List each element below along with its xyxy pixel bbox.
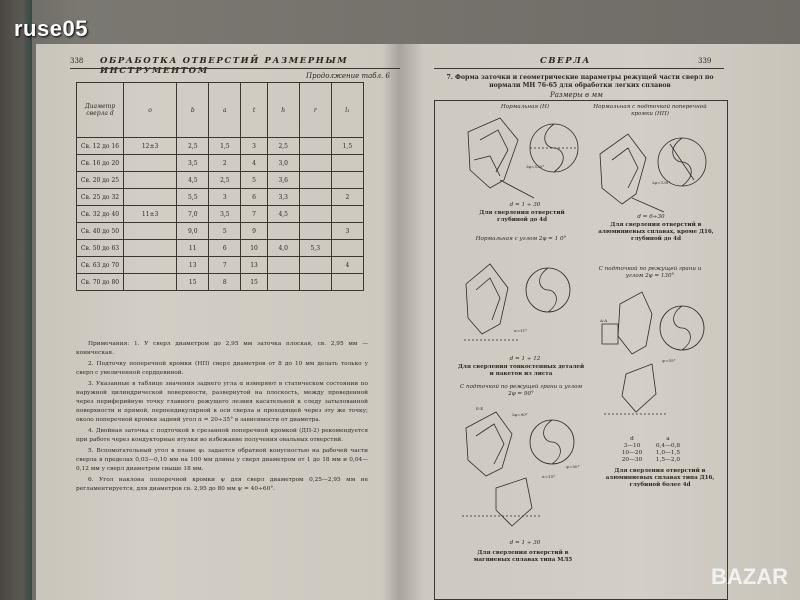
col-header-h: h (267, 83, 299, 138)
drill-d16-figure (596, 284, 720, 434)
table-cell: 10 (241, 240, 267, 257)
table-cell: 3 (241, 138, 267, 155)
table-row (77, 274, 364, 291)
angle-2phi-120: 2φ=120° (526, 164, 545, 169)
fig2-range: d = 6÷30 (637, 214, 665, 220)
table-cell: 11±3 (124, 206, 177, 223)
col-header-a: a (209, 83, 241, 138)
table-row (77, 257, 364, 274)
table-cell (299, 223, 331, 240)
table-header-row (77, 83, 364, 138)
note-1: Примечания: 1. У сверл диаметром до 2,95 мм заточка плоская, св. 2,95 мм — коническая. (76, 341, 368, 356)
watermark-bazar: BAZAR (711, 564, 788, 589)
table-title: 7. Форма заточки и геометрические параметры режущей части сверл по нормали МН 76-65 для обработки легких сплавов (446, 74, 714, 89)
table-cell (299, 189, 331, 206)
table-cell: 3,5 (177, 155, 209, 172)
fig3-label: Нормальная с углом 2φ = 1 0° (475, 236, 567, 242)
fig1-range: d = 1 ÷ 30 (509, 202, 541, 208)
d-a-row: 20—30 1,5—2,0 (621, 457, 681, 463)
table-cell: 9 (241, 223, 267, 240)
table-cell (299, 138, 331, 155)
fig4-caption: Для сверления отверстий в алюминиевых сплавах типа Д16, глубиной более 4d (605, 468, 715, 488)
fig5-range: d = 1 ÷ 30 (509, 540, 541, 546)
table-cell (331, 172, 363, 189)
table-cell: Св. 50 до 63 (77, 240, 124, 257)
note-3: 3. Указанные в таблице значения заднего угла α измеряют в статическом состоянии по наружной цилиндрической поверхности, развернутой на плоскость, между проведенной через периферийную точку главного режущего лезвия касательной к следу затылованной поверхности и прямой, перпендикулярной к оси сверла и проходящей через эту же точку; около поперечной кромки задний угол α = 20÷35° в зависимости от диаметра. (76, 381, 368, 423)
table-cell: Св. 12 до 16 (77, 138, 124, 155)
table-cell: Св. 32 до 40 (77, 206, 124, 223)
note-6: 6. Угол наклона поперечной кромки ψ для сверл диаметром 0,25—2,95 мм не регламентируется, для диаметров св. 2,95 до 80 мм ψ = 40÷60°. (76, 477, 368, 492)
table-cell: 6 (241, 189, 267, 206)
fig3-range: d = 1 ÷ 12 (509, 356, 541, 362)
table-cell: 4,5 (267, 206, 299, 223)
col-header-r: r (299, 83, 331, 138)
table-row (77, 189, 364, 206)
table-cell: 9,0 (177, 223, 209, 240)
table-cell (299, 172, 331, 189)
drill-normal-figure (460, 110, 590, 200)
d-a-row: 3—10 0,4—0,8 (623, 443, 681, 449)
table-cell (124, 274, 177, 291)
table-cell (124, 189, 177, 206)
table-cell (124, 155, 177, 172)
table-cell: 11 (177, 240, 209, 257)
table-row (77, 206, 364, 223)
table-cell: 5,3 (299, 240, 331, 257)
left-page (36, 44, 400, 600)
right-page-header: СВЕРЛА (540, 56, 591, 66)
table-row (77, 240, 364, 257)
table-cell (331, 240, 363, 257)
table-cell (124, 172, 177, 189)
table-cell (331, 155, 363, 172)
table-cell: Св. 25 до 32 (77, 189, 124, 206)
note-5: 5. Вспомогательный угол в плане φ₁ задается обратной конусностью на рабочей части сверла в пределах 0,03—0,10 мм на 100 мм длины у сверл диаметром от 1 до 18 мм и 0,04—0,12 мм у сверл диаметром свыше 18 мм. (76, 448, 368, 472)
table-cell: 7 (241, 206, 267, 223)
table-cell: 2,5 (267, 138, 299, 155)
drill-np-figure (594, 124, 719, 214)
angle-2phi-130: 2φ=130° (652, 180, 671, 185)
table-cell (124, 240, 177, 257)
d-a-table (614, 436, 686, 464)
note-2: 2. Подточку поперечной кромки (НП) сверл диаметров от 8 до 10 мм делать только у сверл с увеличенной сердцевиной. (76, 361, 368, 376)
note-4: 4. Двойная заточка с подточкой в срезанной поперечной кромкой (ДП-2) рекомендуется при работе через кондукторные втулки во избежание получения овальных отверстий. (76, 428, 368, 443)
d-a-row: 10—20 1,0—1,5 (621, 450, 681, 456)
table-cell: 3,5 (209, 206, 241, 223)
table-notes (76, 340, 368, 496)
table-cell (299, 274, 331, 291)
angle-psi-50: ψ=50° (566, 464, 580, 469)
fig1-label: Нормальная (Н) (500, 104, 550, 110)
table-cell (267, 257, 299, 274)
col-header-l1: l₁ (331, 83, 363, 138)
left-page-number: 338 (70, 57, 84, 65)
book-cover-edge (0, 0, 32, 600)
fig3-caption: Для сверления тонкостенных деталей и пакетов из листа (457, 364, 585, 377)
drill-180-figure (460, 244, 590, 354)
table-cell (331, 206, 363, 223)
table-cell: 3,3 (267, 189, 299, 206)
table-cell: 4,5 (177, 172, 209, 189)
left-page-header: ОБРАБОТКА ОТВЕРСТИЙ РАЗМЕРНЫМ ИНСТРУМЕНТОМ (100, 56, 349, 76)
table-row (77, 155, 364, 172)
col-header-t: t (241, 83, 267, 138)
col-header-diameter: Диаметр сверла d (77, 83, 124, 138)
table-cell: 2,5 (177, 138, 209, 155)
angle-psi-55: ψ=55° (662, 358, 676, 363)
table-cell: Св. 20 до 25 (77, 172, 124, 189)
table-cell (299, 257, 331, 274)
table-cell: 4 (331, 257, 363, 274)
fig5-caption: Для сверления отверстий в магниевых сплавах типа МЛ5 (473, 550, 573, 563)
table-cell: 13 (241, 257, 267, 274)
parameters-table (76, 82, 364, 291)
table-cell (331, 274, 363, 291)
table-cell: 3,6 (267, 172, 299, 189)
table-cell: Св. 16 до 20 (77, 155, 124, 172)
table-cell: Св. 63 до 70 (77, 257, 124, 274)
table-cell: 6 (209, 240, 241, 257)
header-rule-right (434, 68, 724, 69)
angle-alpha-11: α=11° (514, 328, 528, 333)
fig5-label: С подточкой по режущей грани и углом 2φ = 90° (459, 384, 583, 397)
angle-2phi-90: 2φ=90° (512, 412, 528, 417)
fig4-label: С подточкой по режущей грани и углом 2φ = 130° (598, 266, 702, 279)
table-cell: 4,0 (267, 240, 299, 257)
drill-magnesium-figure (456, 404, 596, 534)
fig2-caption: Для сверления отверстий в алюминиевых сплавах, кроме Д16, глубиной до 4d (598, 222, 714, 242)
table-row (77, 223, 364, 240)
table-cell: 2 (331, 189, 363, 206)
table-cell: 2,5 (209, 172, 241, 189)
table-cell: 3 (209, 189, 241, 206)
header-rule (70, 68, 400, 69)
right-page-number: 339 (698, 57, 712, 65)
table-cell: 8 (209, 274, 241, 291)
table-cell: 15 (241, 274, 267, 291)
fig1-caption: Для сверления отверстий глубиной до 4d (479, 210, 565, 223)
table-cell: 5 (209, 223, 241, 240)
table-cell: 7 (209, 257, 241, 274)
col-header-o: o (124, 83, 177, 138)
table-cell: 5,5 (177, 189, 209, 206)
table-row (77, 172, 364, 189)
table-cell: Св. 70 до 80 (77, 274, 124, 291)
table-cell: 13 (177, 257, 209, 274)
table-cell: 5 (241, 172, 267, 189)
table-row (77, 138, 364, 155)
table-cell: 12±3 (124, 138, 177, 155)
table-cell (124, 223, 177, 240)
angle-alpha-15: α=15° (542, 474, 556, 479)
table-cell: 2 (209, 155, 241, 172)
table-cell: 1,5 (331, 138, 363, 155)
table-cell (124, 257, 177, 274)
section-b-b: Б-Б (476, 406, 484, 411)
table-continued-label: Продолжение табл. 6 (306, 72, 390, 80)
table-cell: 7,0 (177, 206, 209, 223)
table-cell (299, 206, 331, 223)
table-cell: 15 (177, 274, 209, 291)
table-cell: 3,0 (267, 155, 299, 172)
watermark-ruse05: ruse05 (14, 16, 88, 41)
table-cell (267, 274, 299, 291)
col-header-b: b (177, 83, 209, 138)
d-a-header: d a (630, 436, 670, 442)
fig2-label: Нормальная с подточкой поперечной кромки (НП) (593, 104, 707, 117)
table-cell: 3 (331, 223, 363, 240)
table-cell (267, 223, 299, 240)
section-a-a: A-A (600, 318, 608, 323)
right-page (400, 44, 800, 600)
table-cell: Св. 40 до 50 (77, 223, 124, 240)
table-cell: 4 (241, 155, 267, 172)
table-cell (299, 155, 331, 172)
table-cell: 1,5 (209, 138, 241, 155)
units-note: Размеры в мм (550, 91, 603, 99)
